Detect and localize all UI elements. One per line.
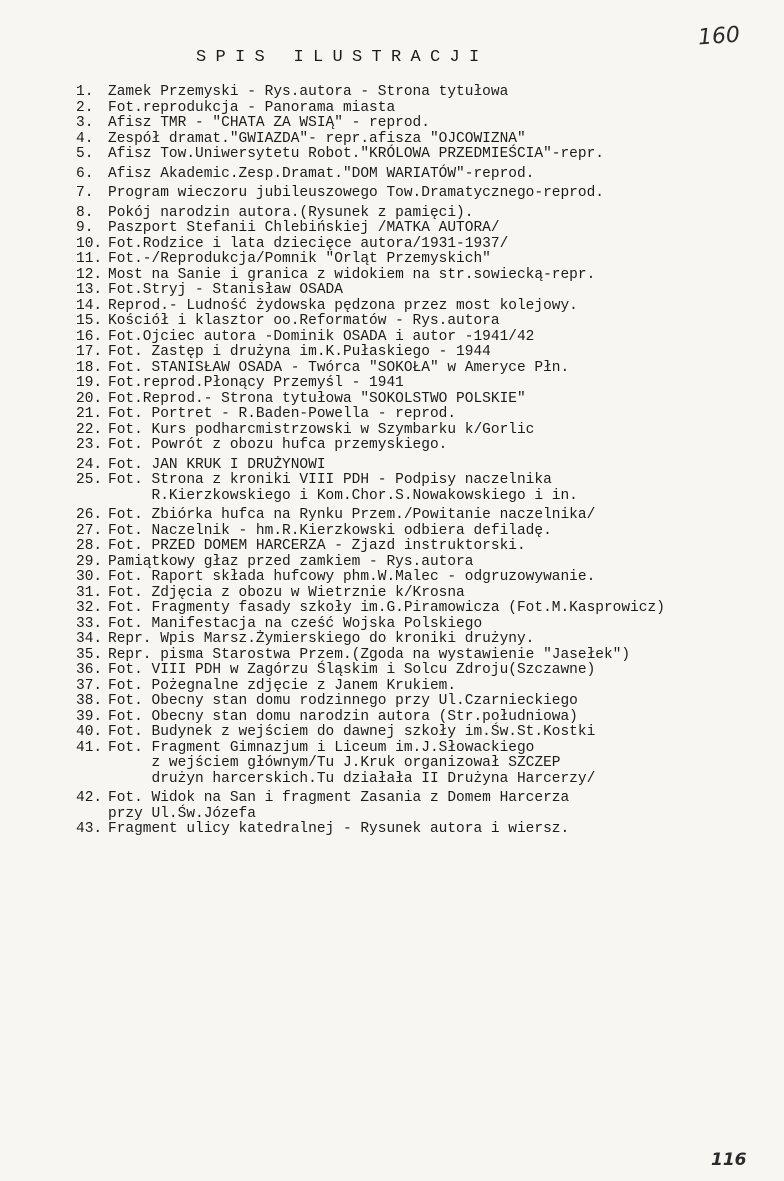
item-number: [76, 807, 108, 823]
item-text: Fot. Portret - R.Baden-Powella - reprod.: [108, 406, 457, 422]
list-item: [76, 101, 776, 117]
item-number: 38.: [76, 693, 103, 709]
item-text: Fot. Fragment Gimnazjum i Liceum im.J.Słowackiego: [108, 739, 535, 756]
list-item: [76, 791, 776, 807]
item-number: 4.: [76, 130, 94, 147]
item-number: 39.: [76, 708, 103, 725]
list-item: [76, 407, 776, 423]
item-number: 9.: [76, 220, 94, 236]
list-item: [76, 539, 776, 555]
list-item: [76, 648, 776, 664]
list-item: [76, 116, 776, 132]
item-text: Fot.reprod.Płonący Przemyśl - 1941: [108, 375, 404, 391]
item-text: Fot. JAN KRUK I DRUŻYNOWI: [108, 456, 326, 473]
item-number: 28.: [76, 538, 103, 554]
list-item: [76, 206, 776, 222]
item-text: Fot. Zbiórka hufca na Rynku Przem./Powitanie naczelnika/: [108, 507, 596, 523]
item-text: Program wieczoru jubileuszowego Tow.Dramatycznego-reprod.: [108, 185, 604, 201]
item-text: Fot.Stryj - Stanisław OSADA: [108, 282, 343, 298]
item-number: 12.: [76, 266, 103, 283]
item-number: 34.: [76, 631, 103, 647]
item-number: 41.: [76, 739, 103, 756]
item-text: Afisz Tow.Uniwersytetu Robot."KRÓLOWA PRZEDMIEŚCIA"-repr.: [108, 146, 604, 162]
item-number: 27.: [76, 522, 103, 539]
item-text: Fot.Rodzice i lata dziecięce autora/1931-1937/: [108, 235, 509, 252]
item-text: Fragment ulicy katedralnej - Rysunek autora i wiersz.: [108, 821, 570, 837]
item-text: Fot. STANISŁAW OSADA - Twórca "SOKOŁA" w Ameryce Płn.: [108, 359, 570, 376]
item-text: Fot.Ojciec autora -Dominik OSADA i autor -1941/42: [108, 328, 535, 345]
item-text: Repr. Wpis Marsz.Żymierskiego do kroniki drużyny.: [108, 631, 535, 647]
item-text: Reprod.- Ludność żydowska pędzona przez most kolejowy.: [108, 297, 578, 314]
list-item: [76, 299, 776, 315]
item-text: przy Ul.Św.Józefa: [108, 805, 256, 822]
item-text: Afisz TMR - "CHATA ZA WSIĄ" - reprod.: [108, 115, 430, 131]
list-item: [76, 663, 776, 679]
item-number: 31.: [76, 584, 103, 601]
item-number: 14.: [76, 297, 103, 314]
item-text: Fot.Reprod.- Strona tytułowa "SOKOLSTWO POLSKIE": [108, 390, 526, 407]
item-text: Fot. Zdjęcia z obozu w Wietrznie k/Krosna: [108, 584, 465, 601]
item-number: 15.: [76, 313, 103, 329]
list-item-continuation: [76, 489, 776, 505]
list-item: [76, 85, 776, 101]
item-text: Fot. Obecny stan domu rodzinnego przy Ul.Czarnieckiego: [108, 693, 578, 709]
list-item: [76, 458, 776, 474]
list-item: [76, 283, 776, 299]
list-item: [76, 237, 776, 253]
item-number: 13.: [76, 282, 103, 298]
item-number: 16.: [76, 328, 103, 345]
item-text: Paszport Stefanii Chlebińskiej /MATKA AUTORA/: [108, 220, 500, 236]
list-item: [76, 376, 776, 392]
list-item: [76, 147, 776, 163]
item-number: 6.: [76, 165, 94, 182]
item-number: 3.: [76, 115, 94, 131]
list-item: [76, 361, 776, 377]
item-text: Fot. Obecny stan domu narodzin autora (Str.południowa): [108, 708, 578, 725]
item-number: 43.: [76, 821, 103, 837]
page-title: SPIS ILUSTRACJI: [196, 48, 489, 67]
item-text: Fot. Zastęp i drużyna im.K.Pułaskiego - 1944: [108, 344, 491, 360]
item-number: 19.: [76, 375, 103, 391]
item-text: Fot. Powrót z obozu hufca przemyskiego.: [108, 437, 448, 453]
item-number: 30.: [76, 569, 103, 585]
list-item: [76, 221, 776, 237]
list-item: [76, 330, 776, 346]
item-number: 37.: [76, 677, 103, 694]
item-text: Fot. Pożegnalne zdjęcie z Janem Krukiem.: [108, 677, 457, 694]
item-text: Repr. pisma Starostwa Przem.(Zgoda na wystawienie "Jasełek"): [108, 646, 631, 663]
list-item: [76, 741, 776, 757]
item-text: Fot. Raport składa hufcowy phm.W.Malec - odgruzowywanie.: [108, 569, 596, 585]
item-text: Fot. Naczelnik - hm.R.Kierzkowski odbiera defiladę.: [108, 522, 552, 539]
item-number: [76, 772, 108, 788]
item-number: 11.: [76, 251, 103, 267]
item-text: Pokój narodzin autora.(Rysunek z pamięci).: [108, 204, 474, 221]
item-number: 42.: [76, 790, 103, 806]
list-item: [76, 586, 776, 602]
list-item: [76, 167, 776, 183]
item-text: Afisz Akademic.Zesp.Dramat."DOM WARIATÓW"-reprod.: [108, 165, 535, 182]
item-number: 21.: [76, 406, 103, 422]
list-item: [76, 632, 776, 648]
list-item: [76, 822, 776, 838]
list-item: [76, 725, 776, 741]
item-text: Fot. PRZED DOMEM HARCERZA - Zjazd instruktorski.: [108, 538, 526, 554]
item-number: 2.: [76, 99, 94, 116]
item-number: 26.: [76, 507, 103, 523]
item-text: Fot. Widok na San i fragment Zasania z Domem Harcerza: [108, 790, 570, 806]
item-number: 17.: [76, 344, 103, 360]
item-number: 35.: [76, 646, 103, 663]
item-text: Fot.-/Reprodukcja/Pomnik "Orląt Przemyskich": [108, 251, 491, 267]
item-number: 33.: [76, 615, 103, 632]
handwritten-page-number-top: 160: [697, 22, 741, 51]
list-item: [76, 508, 776, 524]
list-item: [76, 617, 776, 633]
item-number: 29.: [76, 553, 103, 570]
item-number: 25.: [76, 472, 103, 488]
item-number: 36.: [76, 662, 103, 678]
list-item: [76, 345, 776, 361]
list-item: [76, 252, 776, 268]
item-number: 8.: [76, 204, 94, 221]
item-text: Zamek Przemyski - Rys.autora - Strona tytułowa: [108, 84, 509, 100]
item-number: 32.: [76, 600, 103, 616]
list-item: [76, 186, 776, 202]
item-text: Zespół dramat."GWIAZDA"- repr.afisza "OJCOWIZNA": [108, 130, 526, 147]
list-item: [76, 694, 776, 710]
list-item: [76, 268, 776, 284]
item-number: 22.: [76, 421, 103, 438]
list-item: [76, 314, 776, 330]
list-item: [76, 679, 776, 695]
item-text: Fot. Kurs podharcmistrzowski w Szymbarku k/Gorlic: [108, 421, 535, 438]
handwritten-page-number-bottom: 116: [711, 1150, 747, 1170]
list-item: [76, 438, 776, 454]
item-number: 7.: [76, 185, 94, 201]
item-text: Fot. Fragmenty fasady szkoły im.G.Piramowicza (Fot.M.Kasprowicz): [108, 600, 665, 616]
list-item-continuation: [76, 772, 776, 788]
list-item: [76, 423, 776, 439]
item-text: Pamiątkowy głaz przed zamkiem - Rys.autora: [108, 553, 474, 570]
list-item-continuation: [76, 756, 776, 772]
illustration-list: [76, 85, 776, 838]
item-number: 20.: [76, 390, 103, 407]
list-item: [76, 473, 776, 489]
item-text: Fot. Budynek z wejściem do dawnej szkoły im.Św.St.Kostki: [108, 724, 596, 740]
list-item: [76, 524, 776, 540]
item-number: 10.: [76, 235, 103, 252]
item-text: drużyn harcerskich.Tu działała II Drużyna Harcerzy/: [108, 770, 596, 787]
item-text: Fot. VIII PDH w Zagórzu Śląskim i Solcu Zdroju(Szczawne): [108, 662, 596, 678]
item-number: [76, 756, 108, 772]
item-number: 24.: [76, 456, 103, 473]
list-item: [76, 710, 776, 726]
list-item: [76, 570, 776, 586]
item-number: 1.: [76, 84, 94, 100]
item-text: Fot. Strona z kroniki VIII PDH - Podpisy naczelnika: [108, 472, 552, 488]
item-number: [76, 489, 108, 505]
list-item: [76, 555, 776, 571]
item-text: Most na Sanie i granica z widokiem na str.sowiecką-repr.: [108, 266, 596, 283]
item-text: Fot.reprodukcja - Panorama miasta: [108, 99, 396, 116]
item-text: z wejściem głównym/Tu J.Kruk organizował SZCZEP: [108, 755, 561, 771]
list-item: [76, 392, 776, 408]
list-item-continuation: [76, 807, 776, 823]
item-number: 40.: [76, 724, 103, 740]
item-text: Fot. Manifestacja na cześć Wojska Polskiego: [108, 615, 483, 632]
item-number: 5.: [76, 146, 94, 162]
list-item: [76, 601, 776, 617]
item-number: 18.: [76, 359, 103, 376]
list-item: [76, 132, 776, 148]
item-text: R.Kierzkowskiego i Kom.Chor.S.Nowakowskiego i in.: [108, 487, 578, 504]
item-text: Kościół i klasztor oo.Reformatów - Rys.autora: [108, 313, 500, 329]
item-number: 23.: [76, 437, 103, 453]
